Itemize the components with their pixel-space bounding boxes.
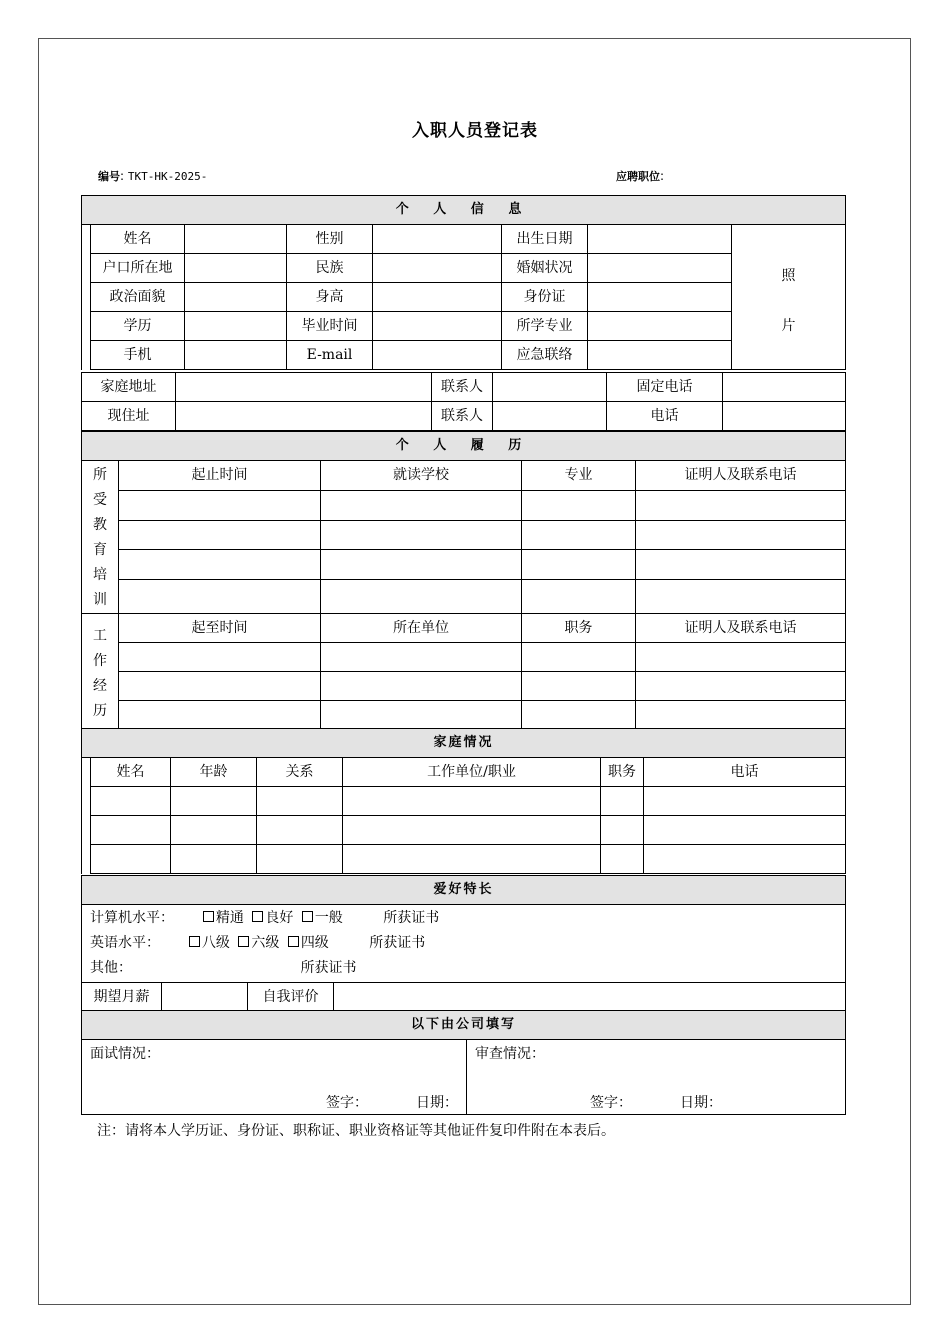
label-self-evaluation: 自我评价 bbox=[248, 983, 334, 1012]
label-height: 身高 bbox=[287, 283, 373, 312]
number-value[interactable]: TKT-HK-2025- bbox=[127, 170, 208, 183]
position-label: 应聘职位 bbox=[616, 170, 660, 183]
field-home-address[interactable] bbox=[176, 373, 432, 402]
field-education[interactable] bbox=[185, 312, 287, 341]
field-hukou[interactable] bbox=[185, 254, 287, 283]
edu-cell[interactable] bbox=[522, 490, 636, 520]
family-cell[interactable] bbox=[644, 845, 846, 874]
section-resume: 个 人 履 历 bbox=[82, 432, 846, 461]
label-landline: 固定电话 bbox=[607, 373, 723, 402]
field-phone[interactable] bbox=[723, 402, 846, 431]
work-header-employer: 所在单位 bbox=[321, 614, 522, 643]
work-cell[interactable] bbox=[522, 643, 636, 672]
address-table bbox=[81, 372, 846, 431]
edu-cell[interactable] bbox=[321, 550, 522, 580]
field-emergency[interactable] bbox=[588, 341, 732, 370]
number-label: 编号 bbox=[98, 170, 120, 183]
family-cell[interactable] bbox=[257, 787, 343, 816]
family-cell[interactable] bbox=[91, 816, 171, 845]
field-political[interactable] bbox=[185, 283, 287, 312]
field-name[interactable] bbox=[185, 225, 287, 254]
edu-cell[interactable] bbox=[119, 580, 321, 614]
form-title: 入职人员登记表 bbox=[412, 121, 538, 141]
edu-cell[interactable] bbox=[321, 520, 522, 550]
family-cell[interactable] bbox=[343, 845, 601, 874]
field-landline[interactable] bbox=[723, 373, 846, 402]
family-cell[interactable] bbox=[171, 816, 257, 845]
skills-block bbox=[82, 905, 846, 983]
applied-position: 应聘职位: bbox=[616, 169, 665, 183]
label-major: 所学专业 bbox=[502, 312, 588, 341]
work-cell[interactable] bbox=[119, 701, 321, 730]
family-cell[interactable] bbox=[343, 787, 601, 816]
field-current-contact[interactable] bbox=[493, 402, 607, 431]
english-option-level8: 八级 bbox=[201, 935, 230, 951]
field-self-evaluation[interactable] bbox=[334, 983, 846, 1012]
edu-cell[interactable] bbox=[119, 520, 321, 550]
label-phone: 电话 bbox=[607, 402, 723, 431]
interview-date-label: 日期： bbox=[416, 1095, 458, 1111]
section-company: 以下由公司填写 bbox=[82, 1011, 846, 1040]
label-current-contact: 联系人 bbox=[432, 402, 493, 431]
label-emergency: 应急联络 bbox=[502, 341, 588, 370]
checkbox-icon[interactable] bbox=[189, 936, 200, 947]
interview-label: 面试情况： bbox=[90, 1046, 160, 1062]
family-cell[interactable] bbox=[644, 816, 846, 845]
edu-cell[interactable] bbox=[119, 490, 321, 520]
edu-cell[interactable] bbox=[522, 520, 636, 550]
computer-option-basic: 一般 bbox=[314, 910, 343, 926]
other-cert-label: 所获证书 bbox=[300, 960, 357, 976]
photo-char-2: 片 bbox=[781, 318, 796, 334]
label-expected-salary: 期望月薪 bbox=[82, 983, 162, 1012]
photo-box[interactable] bbox=[732, 225, 846, 370]
field-height[interactable] bbox=[373, 283, 502, 312]
review-label: 审查情况： bbox=[475, 1046, 545, 1062]
english-cert-label: 所获证书 bbox=[369, 935, 426, 951]
label-hukou: 户口所在地 bbox=[91, 254, 185, 283]
family-cell[interactable] bbox=[257, 845, 343, 874]
family-cell[interactable] bbox=[91, 845, 171, 874]
computer-option-good: 良好 bbox=[265, 910, 294, 926]
english-level-label: 英语水平： bbox=[90, 935, 160, 951]
family-header-name: 姓名 bbox=[91, 758, 171, 787]
review-date-label: 日期： bbox=[680, 1095, 722, 1111]
edu-cell[interactable] bbox=[636, 580, 846, 614]
checkbox-icon[interactable] bbox=[238, 936, 249, 947]
field-expected-salary[interactable] bbox=[162, 983, 248, 1012]
family-header-position: 职务 bbox=[601, 758, 644, 787]
edu-cell[interactable] bbox=[522, 580, 636, 614]
family-cell[interactable] bbox=[171, 787, 257, 816]
indent-cell bbox=[82, 225, 91, 370]
checkbox-icon[interactable] bbox=[288, 936, 299, 947]
family-cell[interactable] bbox=[171, 845, 257, 874]
work-cell[interactable] bbox=[522, 701, 636, 730]
computer-level-row bbox=[90, 906, 845, 931]
field-home-contact[interactable] bbox=[493, 373, 607, 402]
personal-info-table bbox=[81, 195, 846, 370]
label-current-address: 现住址 bbox=[82, 402, 176, 431]
field-current-address[interactable] bbox=[176, 402, 432, 431]
section-hobby: 爱好特长 bbox=[82, 876, 846, 905]
label-mobile: 手机 bbox=[91, 341, 185, 370]
hobby-table bbox=[81, 875, 846, 1012]
work-cell[interactable] bbox=[321, 701, 522, 730]
edu-cell[interactable] bbox=[636, 520, 846, 550]
field-ethnicity[interactable] bbox=[373, 254, 502, 283]
english-option-level4: 四级 bbox=[300, 935, 329, 951]
edu-cell[interactable] bbox=[321, 580, 522, 614]
work-cell[interactable] bbox=[636, 701, 846, 730]
label-id-card: 身份证 bbox=[502, 283, 588, 312]
checkbox-icon[interactable] bbox=[302, 911, 313, 922]
family-header-employer: 工作单位/职业 bbox=[343, 758, 601, 787]
family-cell[interactable] bbox=[601, 787, 644, 816]
label-home-address: 家庭地址 bbox=[82, 373, 176, 402]
work-cell[interactable] bbox=[119, 643, 321, 672]
checkbox-icon[interactable] bbox=[203, 911, 214, 922]
field-marital[interactable] bbox=[588, 254, 732, 283]
family-header-age: 年龄 bbox=[171, 758, 257, 787]
work-header-reference: 证明人及联系电话 bbox=[636, 614, 846, 643]
edu-header-major: 专业 bbox=[522, 461, 636, 491]
edu-cell[interactable] bbox=[522, 550, 636, 580]
computer-level-label: 计算机水平： bbox=[90, 910, 174, 926]
label-marital: 婚姻状况 bbox=[502, 254, 588, 283]
edu-side-label: 所受教育培训 bbox=[82, 461, 119, 614]
family-cell[interactable] bbox=[91, 787, 171, 816]
form-number: 编号: TKT-HK-2025- bbox=[98, 169, 208, 183]
label-birthdate: 出生日期 bbox=[502, 225, 588, 254]
section-family: 家庭情况 bbox=[82, 729, 846, 758]
label-name: 姓名 bbox=[91, 225, 185, 254]
edu-cell[interactable] bbox=[321, 490, 522, 520]
edu-header-reference: 证明人及联系电话 bbox=[636, 461, 846, 491]
indent-cell bbox=[82, 758, 91, 874]
edu-cell[interactable] bbox=[119, 550, 321, 580]
review-sign-label: 签字： bbox=[590, 1095, 632, 1111]
work-cell[interactable] bbox=[522, 672, 636, 701]
english-option-level6: 六级 bbox=[251, 935, 280, 951]
company-table bbox=[81, 1010, 846, 1115]
field-graduation-time[interactable] bbox=[373, 312, 502, 341]
family-table bbox=[81, 728, 846, 874]
label-graduation-time: 毕业时间 bbox=[287, 312, 373, 341]
computer-cert-label: 所获证书 bbox=[383, 910, 440, 926]
edu-cell[interactable] bbox=[636, 490, 846, 520]
checkbox-icon[interactable] bbox=[252, 911, 263, 922]
work-cell[interactable] bbox=[321, 643, 522, 672]
computer-option-expert: 精通 bbox=[215, 910, 244, 926]
work-header-position: 职务 bbox=[522, 614, 636, 643]
field-birthdate[interactable] bbox=[588, 225, 732, 254]
field-mobile[interactable] bbox=[185, 341, 287, 370]
resume-table bbox=[81, 431, 846, 730]
label-education: 学历 bbox=[91, 312, 185, 341]
review-box[interactable] bbox=[467, 1040, 846, 1115]
family-cell[interactable] bbox=[601, 845, 644, 874]
work-side-label: 工作经历 bbox=[82, 614, 119, 730]
family-header-relation: 关系 bbox=[257, 758, 343, 787]
label-email: E-mail bbox=[287, 341, 373, 370]
edu-header-period: 起止时间 bbox=[119, 461, 321, 491]
work-header-period: 起至时间 bbox=[119, 614, 321, 643]
photo-char-1: 照 bbox=[781, 268, 796, 284]
field-email[interactable] bbox=[373, 341, 502, 370]
footnote: 注：请将本人学历证、身份证、职称证、职业资格证等其他证件复印件附在本表后。 bbox=[97, 1123, 615, 1139]
label-ethnicity: 民族 bbox=[287, 254, 373, 283]
family-cell[interactable] bbox=[601, 816, 644, 845]
work-cell[interactable] bbox=[119, 672, 321, 701]
section-personal-info: 个 人 信 息 bbox=[82, 196, 846, 225]
interview-box[interactable] bbox=[82, 1040, 467, 1115]
label-home-contact: 联系人 bbox=[432, 373, 493, 402]
edu-header-school: 就读学校 bbox=[321, 461, 522, 491]
work-cell[interactable] bbox=[636, 672, 846, 701]
field-gender[interactable] bbox=[373, 225, 502, 254]
family-header-phone: 电话 bbox=[644, 758, 846, 787]
interview-sign-label: 签字： bbox=[326, 1095, 368, 1111]
other-row bbox=[90, 956, 845, 981]
other-label: 其他： bbox=[90, 960, 132, 976]
label-gender: 性别 bbox=[287, 225, 373, 254]
edu-cell[interactable] bbox=[636, 550, 846, 580]
work-cell[interactable] bbox=[321, 672, 522, 701]
field-major[interactable] bbox=[588, 312, 732, 341]
family-cell[interactable] bbox=[644, 787, 846, 816]
work-cell[interactable] bbox=[636, 643, 846, 672]
family-cell[interactable] bbox=[257, 816, 343, 845]
field-id-card[interactable] bbox=[588, 283, 732, 312]
family-cell[interactable] bbox=[343, 816, 601, 845]
label-political: 政治面貌 bbox=[91, 283, 185, 312]
english-level-row bbox=[90, 931, 845, 956]
